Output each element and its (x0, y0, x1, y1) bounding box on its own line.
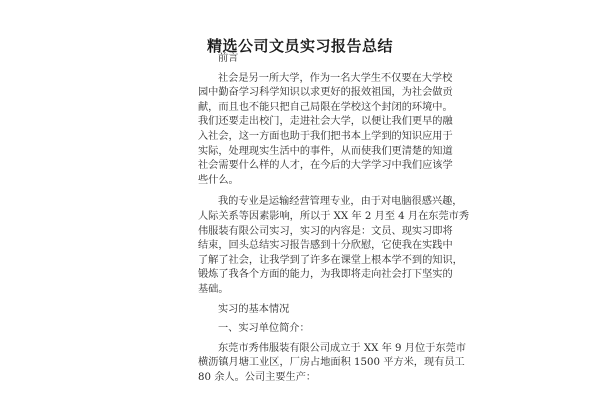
paragraph-line: 社会是另一所大学，作为一名大学生不仅要在大学校 (218, 72, 453, 84)
paragraph-line: 横沥镇月塘工业区，厂房占地面积 1500 平方米，现有员工 (198, 357, 465, 369)
paragraph-line: 些什么。 (198, 174, 239, 186)
document-body (198, 52, 470, 385)
paragraph-line: 社会需要什么样的人才，在今后的大学学习中我们应该学 (198, 160, 453, 172)
preface-heading: 前言 (218, 53, 239, 64)
paragraph-line: 我们还要走出校门，走进社会大学，以便让我们更早的融 (198, 116, 453, 128)
subsection-heading: 一、实习单位简介： (218, 323, 310, 335)
paragraph-line: 结束，回头总结实习报告感到十分欣慰，它使我在实践中 (198, 240, 453, 252)
paragraph-line: 了解了社会，让我学到了许多在课堂上根本学不到的知识， (198, 254, 463, 266)
paragraph-line: 80 余人。公司主要生产： (198, 371, 317, 383)
paragraph-line: 人际关系等因素影响，所以于 XX 年 2 月至 4 月在东莞市秀 (198, 210, 470, 222)
document-title: 精选公司文员实习报告总结 (206, 37, 393, 55)
paragraph-line: 园中勤奋学习科学知识以求更好的报效祖国，为社会做贡 (198, 87, 453, 99)
paragraph-line: 入社会，这一方面也助于我们把书本上学到的知识应用于 (198, 130, 453, 142)
paragraph-line: 基础。 (198, 283, 229, 295)
paragraph-line: 我的专业是运输经营管理专业，由于对电脑很感兴趣， (218, 196, 463, 208)
section-heading: 实习的基本情况 (218, 303, 290, 315)
paragraph-line: 献，而且也不能只把自己局限在学校这个封闭的环境中。 (198, 101, 453, 113)
paragraph-line: 伟服装有限公司实习，实习的内容是：文员、现实习即将 (198, 225, 453, 237)
paragraph-line: 实际，处理现实生活中的事件，从而使我们更清楚的知道 (198, 145, 453, 157)
paragraph-line: 东莞市秀伟服装有限公司成立于 XX 年 9 月位于东莞市 (218, 342, 466, 354)
paragraph-line: 锻炼了我各个方面的能力，为我即将走向社会打下坚实的 (198, 269, 453, 281)
